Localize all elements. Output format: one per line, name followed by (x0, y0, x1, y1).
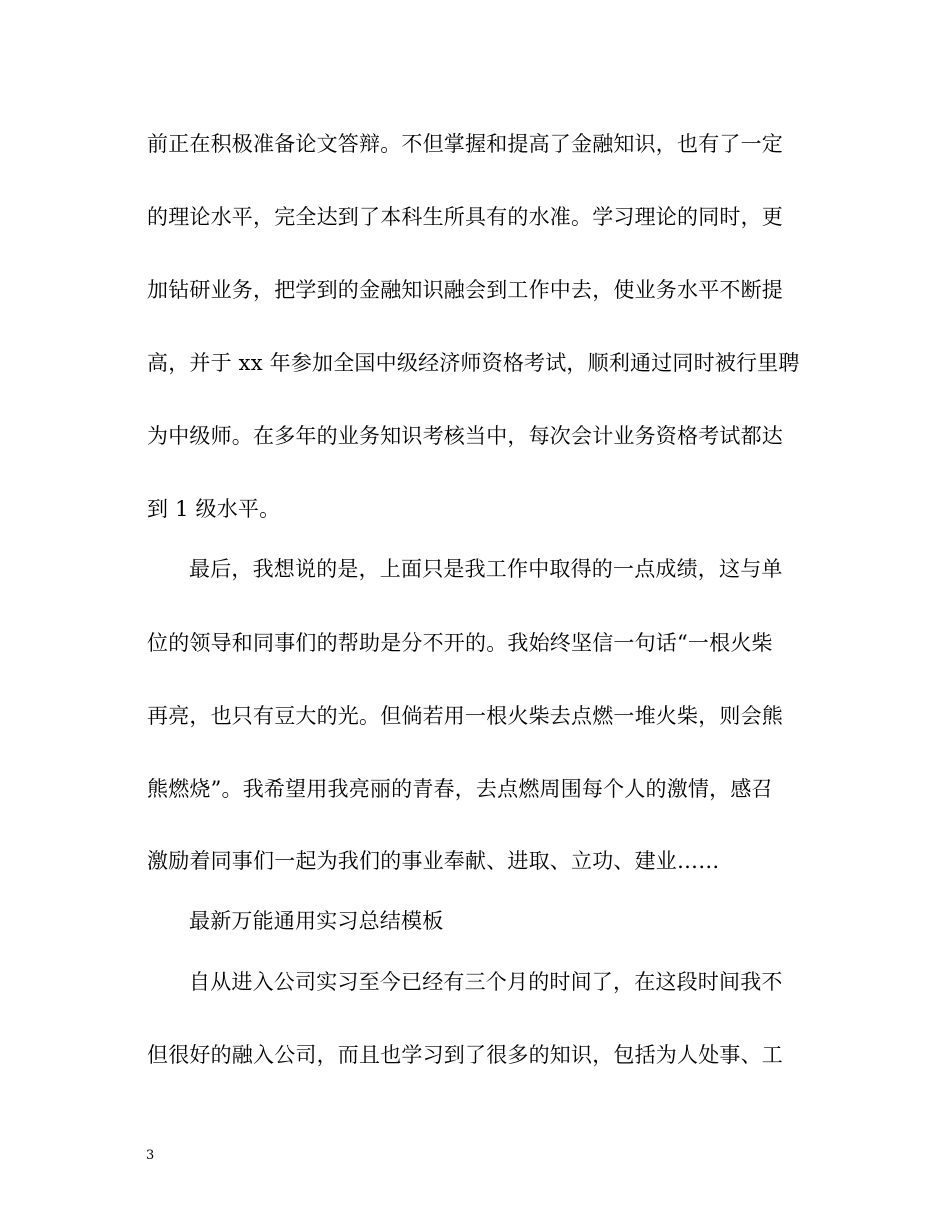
text-line: 但很好的融入公司，而且也学习到了很多的知识，包括为人处事、工 (147, 1043, 783, 1067)
text-line: 高，并于 xx 年参加全国中级经济师资格考试，顺利通过同时被行里聘 (147, 351, 800, 375)
section-heading: 最新万能通用实习总结模板 (189, 909, 444, 933)
page-number: 3 (146, 1148, 155, 1163)
text-line: 激励着同事们一起为我们的事业奉献、进取、立功、建业…… (147, 849, 720, 873)
text-line: 前正在积极准备论文答辩。不但掌握和提高了金融知识，也有了一定 (147, 132, 783, 156)
paragraph-first-line: 自从进入公司实习至今已经有三个月的时间了，在这段时间我不 (189, 970, 783, 994)
text-line: 的理论水平，完全达到了本科生所具有的水准。学习理论的同时，更 (147, 205, 783, 229)
text-line: 为中级师。在多年的业务知识考核当中，每次会计业务资格考试都达 (147, 424, 783, 448)
text-line: 位的领导和同事们的帮助是分不开的。我始终坚信一句话“一根火柴 (147, 631, 773, 655)
text-line: 熊燃烧”。我希望用我亮丽的青春，去点燃周围每个人的激情，感召 (147, 777, 773, 801)
text-line: 加钻研业务，把学到的金融知识融会到工作中去，使业务水平不断提 (147, 278, 783, 302)
text-line: 到 1 级水平。 (147, 497, 281, 521)
text-line: 再亮，也只有豆大的光。但倘若用一根火柴去点燃一堆火柴，则会熊 (147, 704, 783, 728)
paragraph-first-line: 最后，我想说的是，上面只是我工作中取得的一点成绩，这与单 (189, 557, 783, 581)
